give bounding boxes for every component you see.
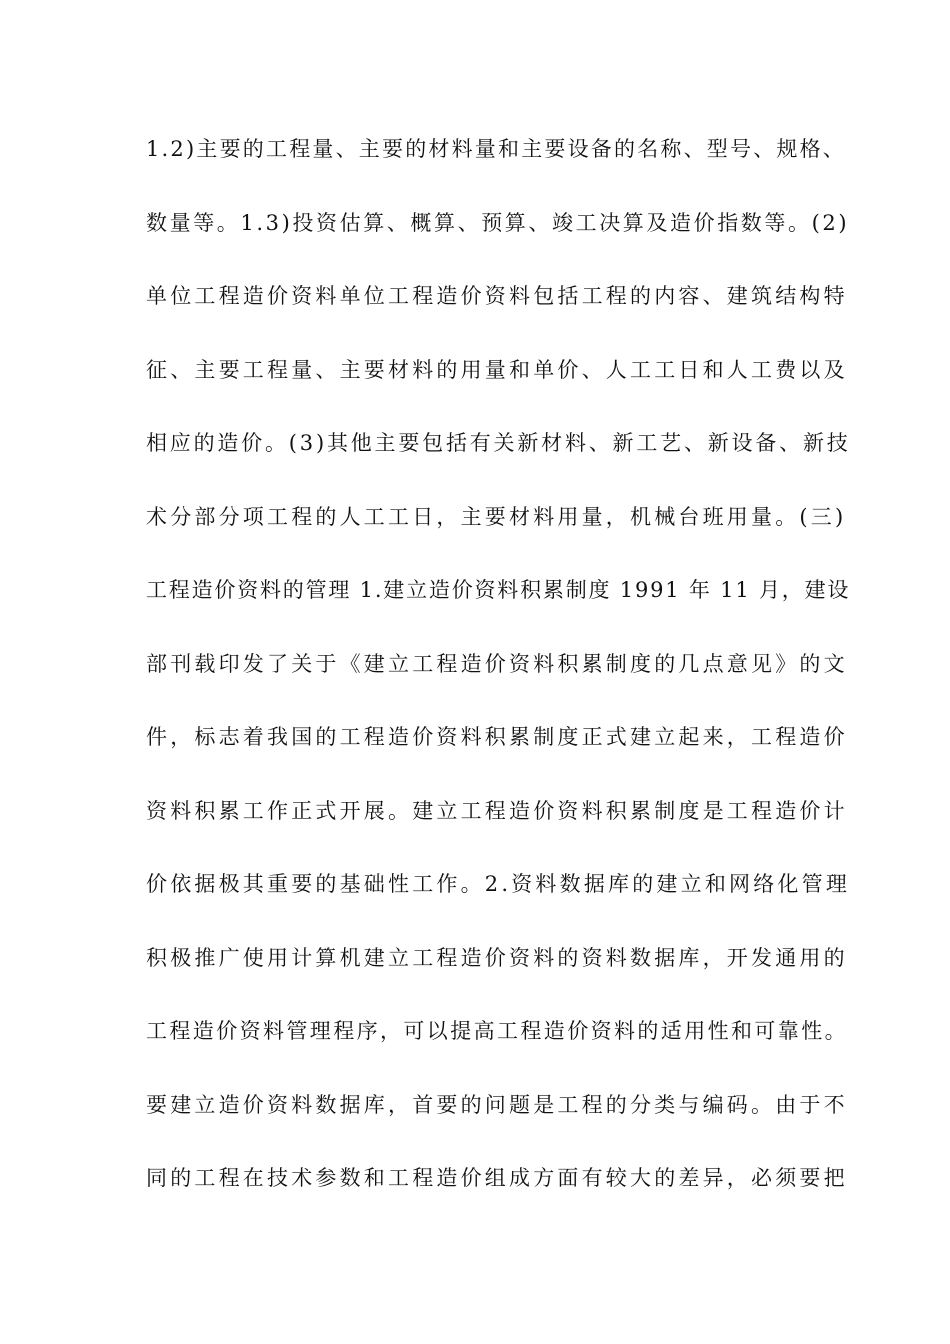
- text-line: 资料积累工作正式开展。建立工程造价资料积累制度是工程造价计: [146, 798, 848, 823]
- text-line: 同的工程在技术参数和工程造价组成方面有较大的差异，必须要把: [146, 1166, 848, 1190]
- text-line: 1.2)主要的工程量、主要的材料量和主要设备的名称、型号、规格、: [146, 137, 846, 161]
- text-line: 部刊载印发了关于《建立工程造价资料积累制度的几点意见》的文: [146, 651, 848, 676]
- text-line: 单位工程造价资料单位工程造价资料包括工程的内容、建筑结构特: [146, 284, 848, 308]
- text-line: 相应的造价。(3)其他主要包括有关新材料、新工艺、新设备、新技: [146, 431, 851, 455]
- text-line: 价依据极其重要的基础性工作。2.资料数据库的建立和网络化管理: [146, 872, 851, 896]
- text-line: 工程造价资料管理程序，可以提高工程造价资料的适用性和可靠性。: [146, 1019, 848, 1043]
- text-line: 征、主要工程量、主要材料的用量和单价、人工工日和人工费以及: [146, 357, 848, 382]
- text-line: 要建立造价资料数据库，首要的问题是工程的分类与编码。由于不: [146, 1092, 848, 1117]
- text-line: 数量等。1.3)投资估算、概算、预算、竣工决算及造价指数等。(2): [146, 210, 850, 235]
- text-line: 术分部分项工程的人工工日，主要材料用量，机械台班用量。(三): [146, 504, 847, 529]
- text-line: 件，标志着我国的工程造价资料积累制度正式建立起来，工程造价: [146, 725, 848, 749]
- text-line: 积极推广使用计算机建立工程造价资料的资料数据库，开发通用的: [146, 945, 848, 970]
- text-line: 工程造价资料的管理 1.建立造价资料积累制度 1991 年 11 月，建设: [146, 578, 851, 602]
- body-text: [146, 124, 851, 1227]
